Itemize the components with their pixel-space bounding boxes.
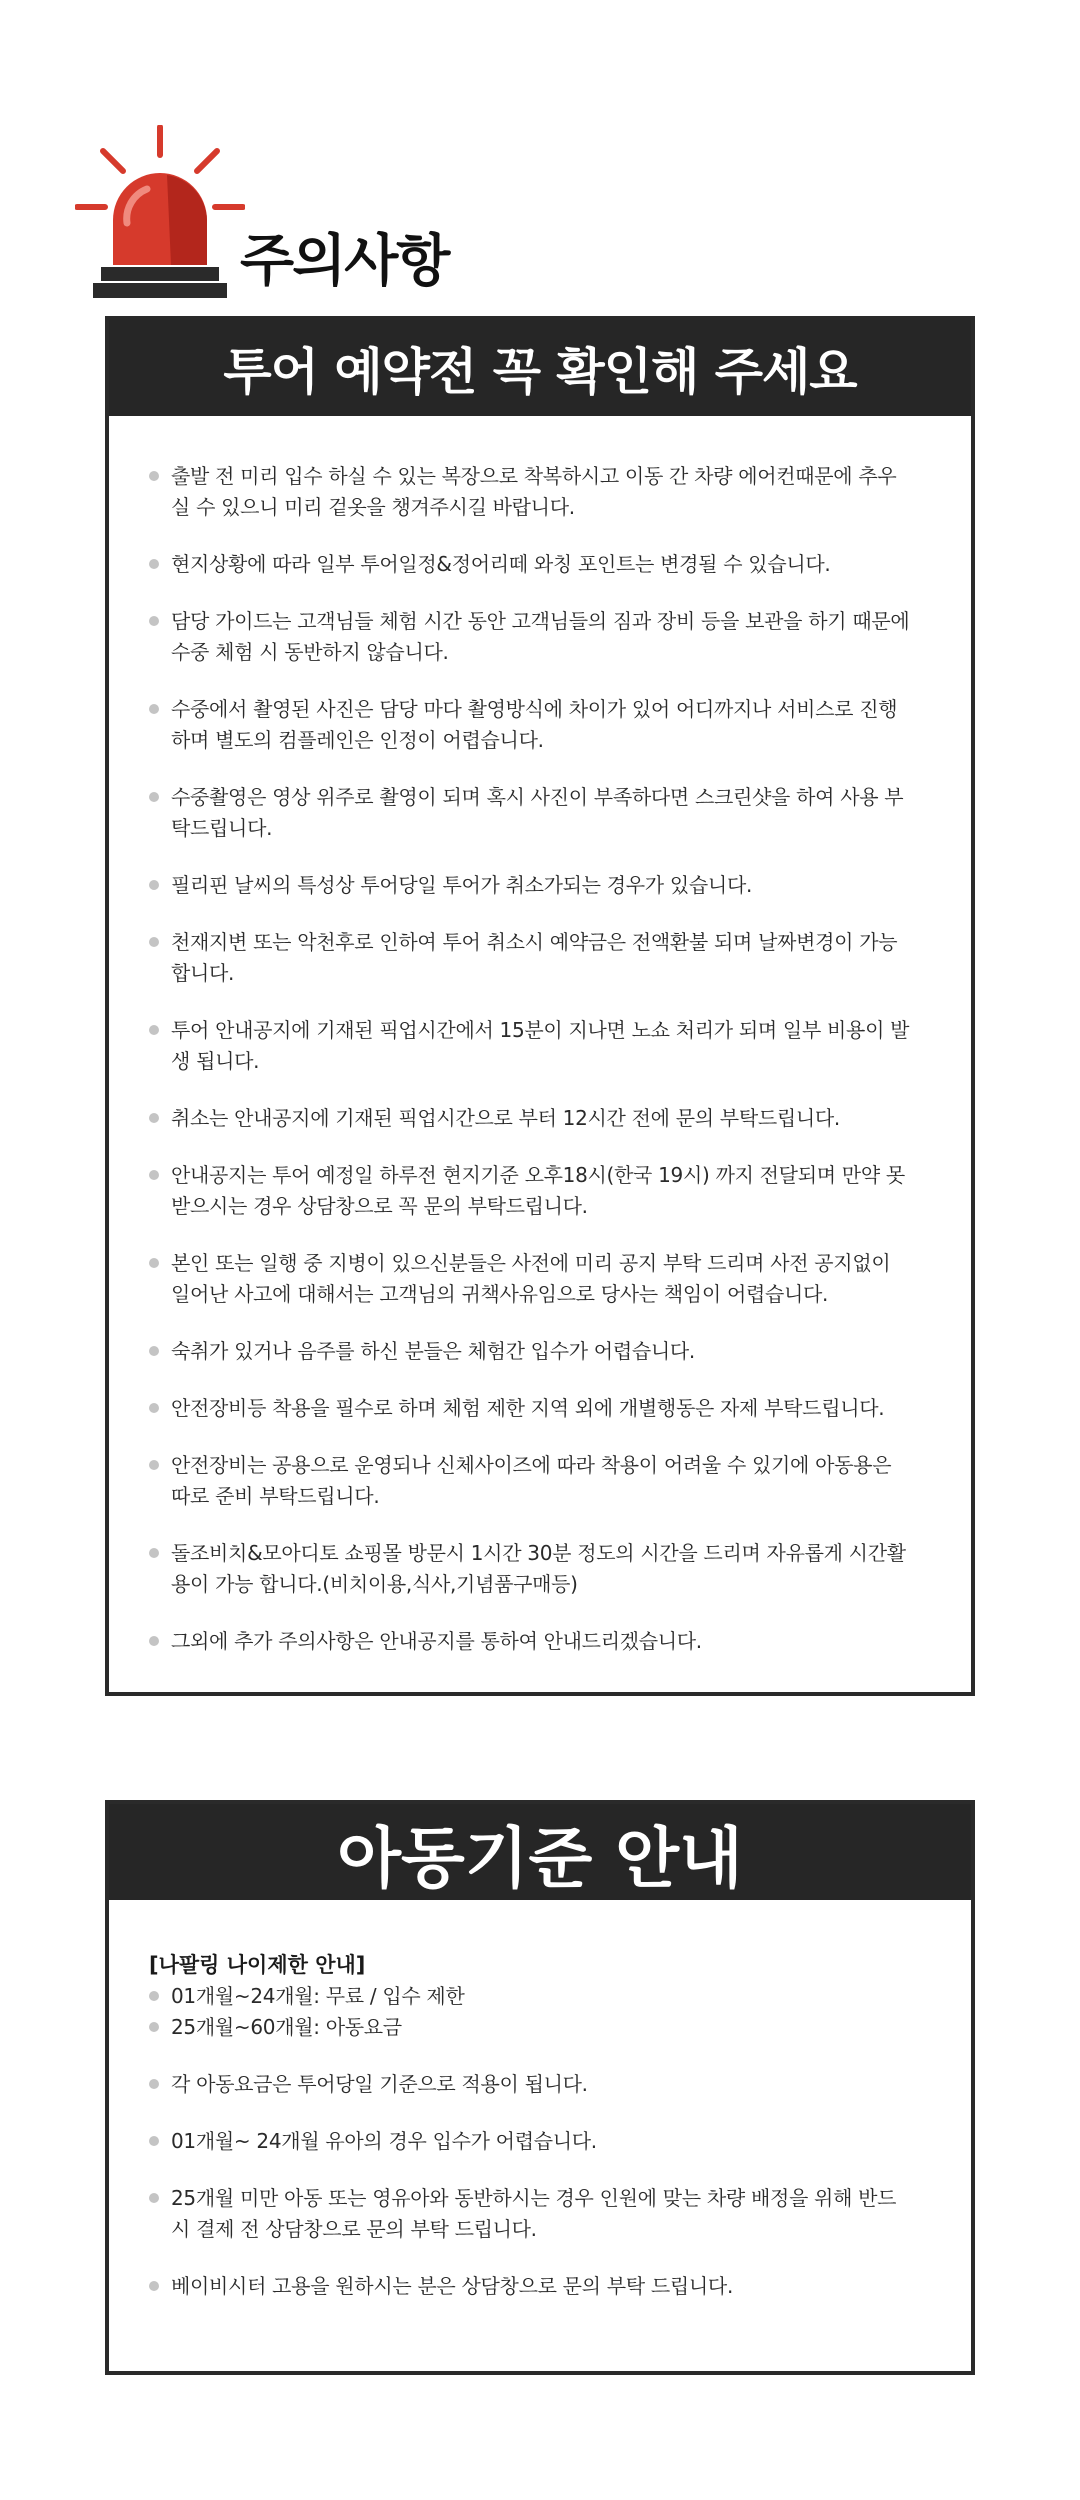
- bullet-dot: [149, 2022, 159, 2032]
- age-limit-title: [나팔링 나이제한 안내]: [149, 1953, 366, 1977]
- child-policy-box: [105, 1800, 975, 2375]
- bullet-dot: [149, 1025, 159, 1035]
- child-policy-text: 베이비시터 고용을 원하시는 분은 상담창으로 문의 부탁 드립니다.: [171, 2274, 733, 2298]
- age-limit-text: 01개월~24개월: 무료 / 입수 제한: [171, 1984, 465, 2008]
- notice-item: [149, 1103, 915, 1134]
- bullet-dot: [149, 2079, 159, 2089]
- bullet-dot: [149, 1548, 159, 1558]
- child-policy-text: 각 아동요금은 투어당일 기준으로 적용이 됩니다.: [171, 2072, 588, 2096]
- notice-item: [149, 1393, 915, 1424]
- notice-item-text: 현지상황에 따라 일부 투어일정&정어리떼 와칭 포인트는 변경될 수 있습니다.: [171, 552, 831, 576]
- notice-item-text: 취소는 안내공지에 기재된 픽업시간으로 부터 12시간 전에 문의 부탁드립니다.: [171, 1106, 840, 1130]
- child-policy-item: [149, 2271, 915, 2302]
- bullet-dot: [149, 2281, 159, 2291]
- notice-item: [149, 927, 915, 989]
- child-policy-item: [149, 2069, 915, 2100]
- bullet-dot: [149, 2193, 159, 2203]
- age-limit-item: [149, 2012, 915, 2043]
- bullet-dot: [149, 880, 159, 890]
- notice-item: [149, 1015, 915, 1077]
- notice-item-text: 본인 또는 일행 중 지병이 있으신분들은 사전에 미리 공지 부탁 드리며 사전 공지없이 일어난 사고에 대해서는 고객님의 귀책사유임으로 당사는 책임이 어렵습니다.: [171, 1251, 891, 1306]
- notice-item: [149, 461, 915, 523]
- child-policy-item: [149, 2126, 915, 2157]
- age-limit-item: [149, 1981, 915, 2012]
- notice-item: [149, 1160, 915, 1222]
- age-limit-text: 25개월~60개월: 아동요금: [171, 2015, 402, 2039]
- bullet-dot: [149, 704, 159, 714]
- notice-item-text: 필리핀 날씨의 특성상 투어당일 투어가 취소가되는 경우가 있습니다.: [171, 873, 753, 897]
- bullet-dot: [149, 471, 159, 481]
- notice-item: [149, 1538, 915, 1600]
- notice-item: [149, 549, 915, 580]
- notice-item-text: 안내공지는 투어 예정일 하루전 현지기준 오후18시(한국 19시) 까지 전달되며 만약 못받으시는 경우 상담창으로 꼭 문의 부탁드립니다.: [171, 1163, 905, 1218]
- siren-icon: [75, 125, 245, 300]
- bullet-dot: [149, 1170, 159, 1180]
- child-policy-item: [149, 2183, 915, 2245]
- child-policy-list: [149, 2069, 915, 2302]
- bullet-dot: [149, 937, 159, 947]
- bullet-dot: [149, 1636, 159, 1646]
- notice-item-text: 그외에 추가 주의사항은 안내공지를 통하여 안내드리겠습니다.: [171, 1629, 702, 1653]
- notice-item: [149, 606, 915, 668]
- bullet-dot: [149, 1991, 159, 2001]
- page-title: 주의사항: [240, 229, 449, 294]
- notice-list: [109, 416, 971, 1657]
- bullet-dot: [149, 1346, 159, 1356]
- child-policy-text: 25개월 미만 아동 또는 영유아와 동반하시는 경우 인원에 맞는 차량 배정을 위해 반드시 결제 전 상담창으로 문의 부탁 드립니다.: [171, 2186, 897, 2241]
- notice-box: [105, 316, 975, 1696]
- child-policy-body: [109, 1900, 971, 2302]
- notice-item-text: 안전장비등 착용을 필수로 하며 체험 제한 지역 외에 개별행동은 자제 부탁드립니다.: [171, 1396, 885, 1420]
- notice-item: [149, 1248, 915, 1310]
- notice-item: [149, 1450, 915, 1512]
- bullet-dot: [149, 792, 159, 802]
- notice-header: 투어 예약전 꼭 확인해 주세요: [109, 320, 971, 416]
- notice-item-text: 수중촬영은 영상 위주로 촬영이 되며 혹시 사진이 부족하다면 스크린샷을 하여 사용 부탁드립니다.: [171, 785, 904, 840]
- notice-item-text: 출발 전 미리 입수 하실 수 있는 복장으로 착복하시고 이동 간 차량 에어컨때문에 추우실 수 있으니 미리 겉옷을 챙겨주시길 바랍니다.: [171, 464, 897, 519]
- notice-item: [149, 870, 915, 901]
- notice-item: [149, 1336, 915, 1367]
- notice-item-text: 숙취가 있거나 음주를 하신 분들은 체험간 입수가 어렵습니다.: [171, 1339, 695, 1363]
- notice-item-text: 안전장비는 공용으로 운영되나 신체사이즈에 따라 착용이 어려울 수 있기에 아동용은 따로 준비 부탁드립니다.: [171, 1453, 892, 1508]
- bullet-dot: [149, 1460, 159, 1470]
- bullet-dot: [149, 1113, 159, 1123]
- age-limit-list: [149, 1981, 915, 2043]
- notice-item-text: 돌조비치&모아디토 쇼핑몰 방문시 1시간 30분 정도의 시간을 드리며 자유롭게 시간활용이 가능 합니다.(비치이용,식사,기념품구매등): [171, 1541, 906, 1596]
- notice-item: [149, 782, 915, 844]
- notice-item-text: 담당 가이드는 고객님들 체험 시간 동안 고객님들의 짐과 장비 등을 보관을 하기 때문에 수중 체험 시 동반하지 않습니다.: [171, 609, 910, 664]
- notice-item-text: 투어 안내공지에 기재된 픽업시간에서 15분이 지나면 노쇼 처리가 되며 일부 비용이 발생 됩니다.: [171, 1018, 910, 1073]
- bullet-dot: [149, 1258, 159, 1268]
- child-policy-header: 아동기준 안내: [109, 1804, 971, 1900]
- notice-item-text: 수중에서 촬영된 사진은 담당 마다 촬영방식에 차이가 있어 어디까지나 서비스로 진행하며 별도의 컴플레인은 인정이 어렵습니다.: [171, 697, 898, 752]
- child-policy-text: 01개월~ 24개월 유아의 경우 입수가 어렵습니다.: [171, 2129, 597, 2153]
- notice-item: [149, 1626, 915, 1657]
- notice-item-text: 천재지변 또는 악천후로 인하여 투어 취소시 예약금은 전액환불 되며 날짜변경이 가능합니다.: [171, 930, 898, 985]
- page-header: [75, 125, 495, 305]
- notice-item: [149, 694, 915, 756]
- bullet-dot: [149, 1403, 159, 1413]
- bullet-dot: [149, 616, 159, 626]
- bullet-dot: [149, 2136, 159, 2146]
- bullet-dot: [149, 559, 159, 569]
